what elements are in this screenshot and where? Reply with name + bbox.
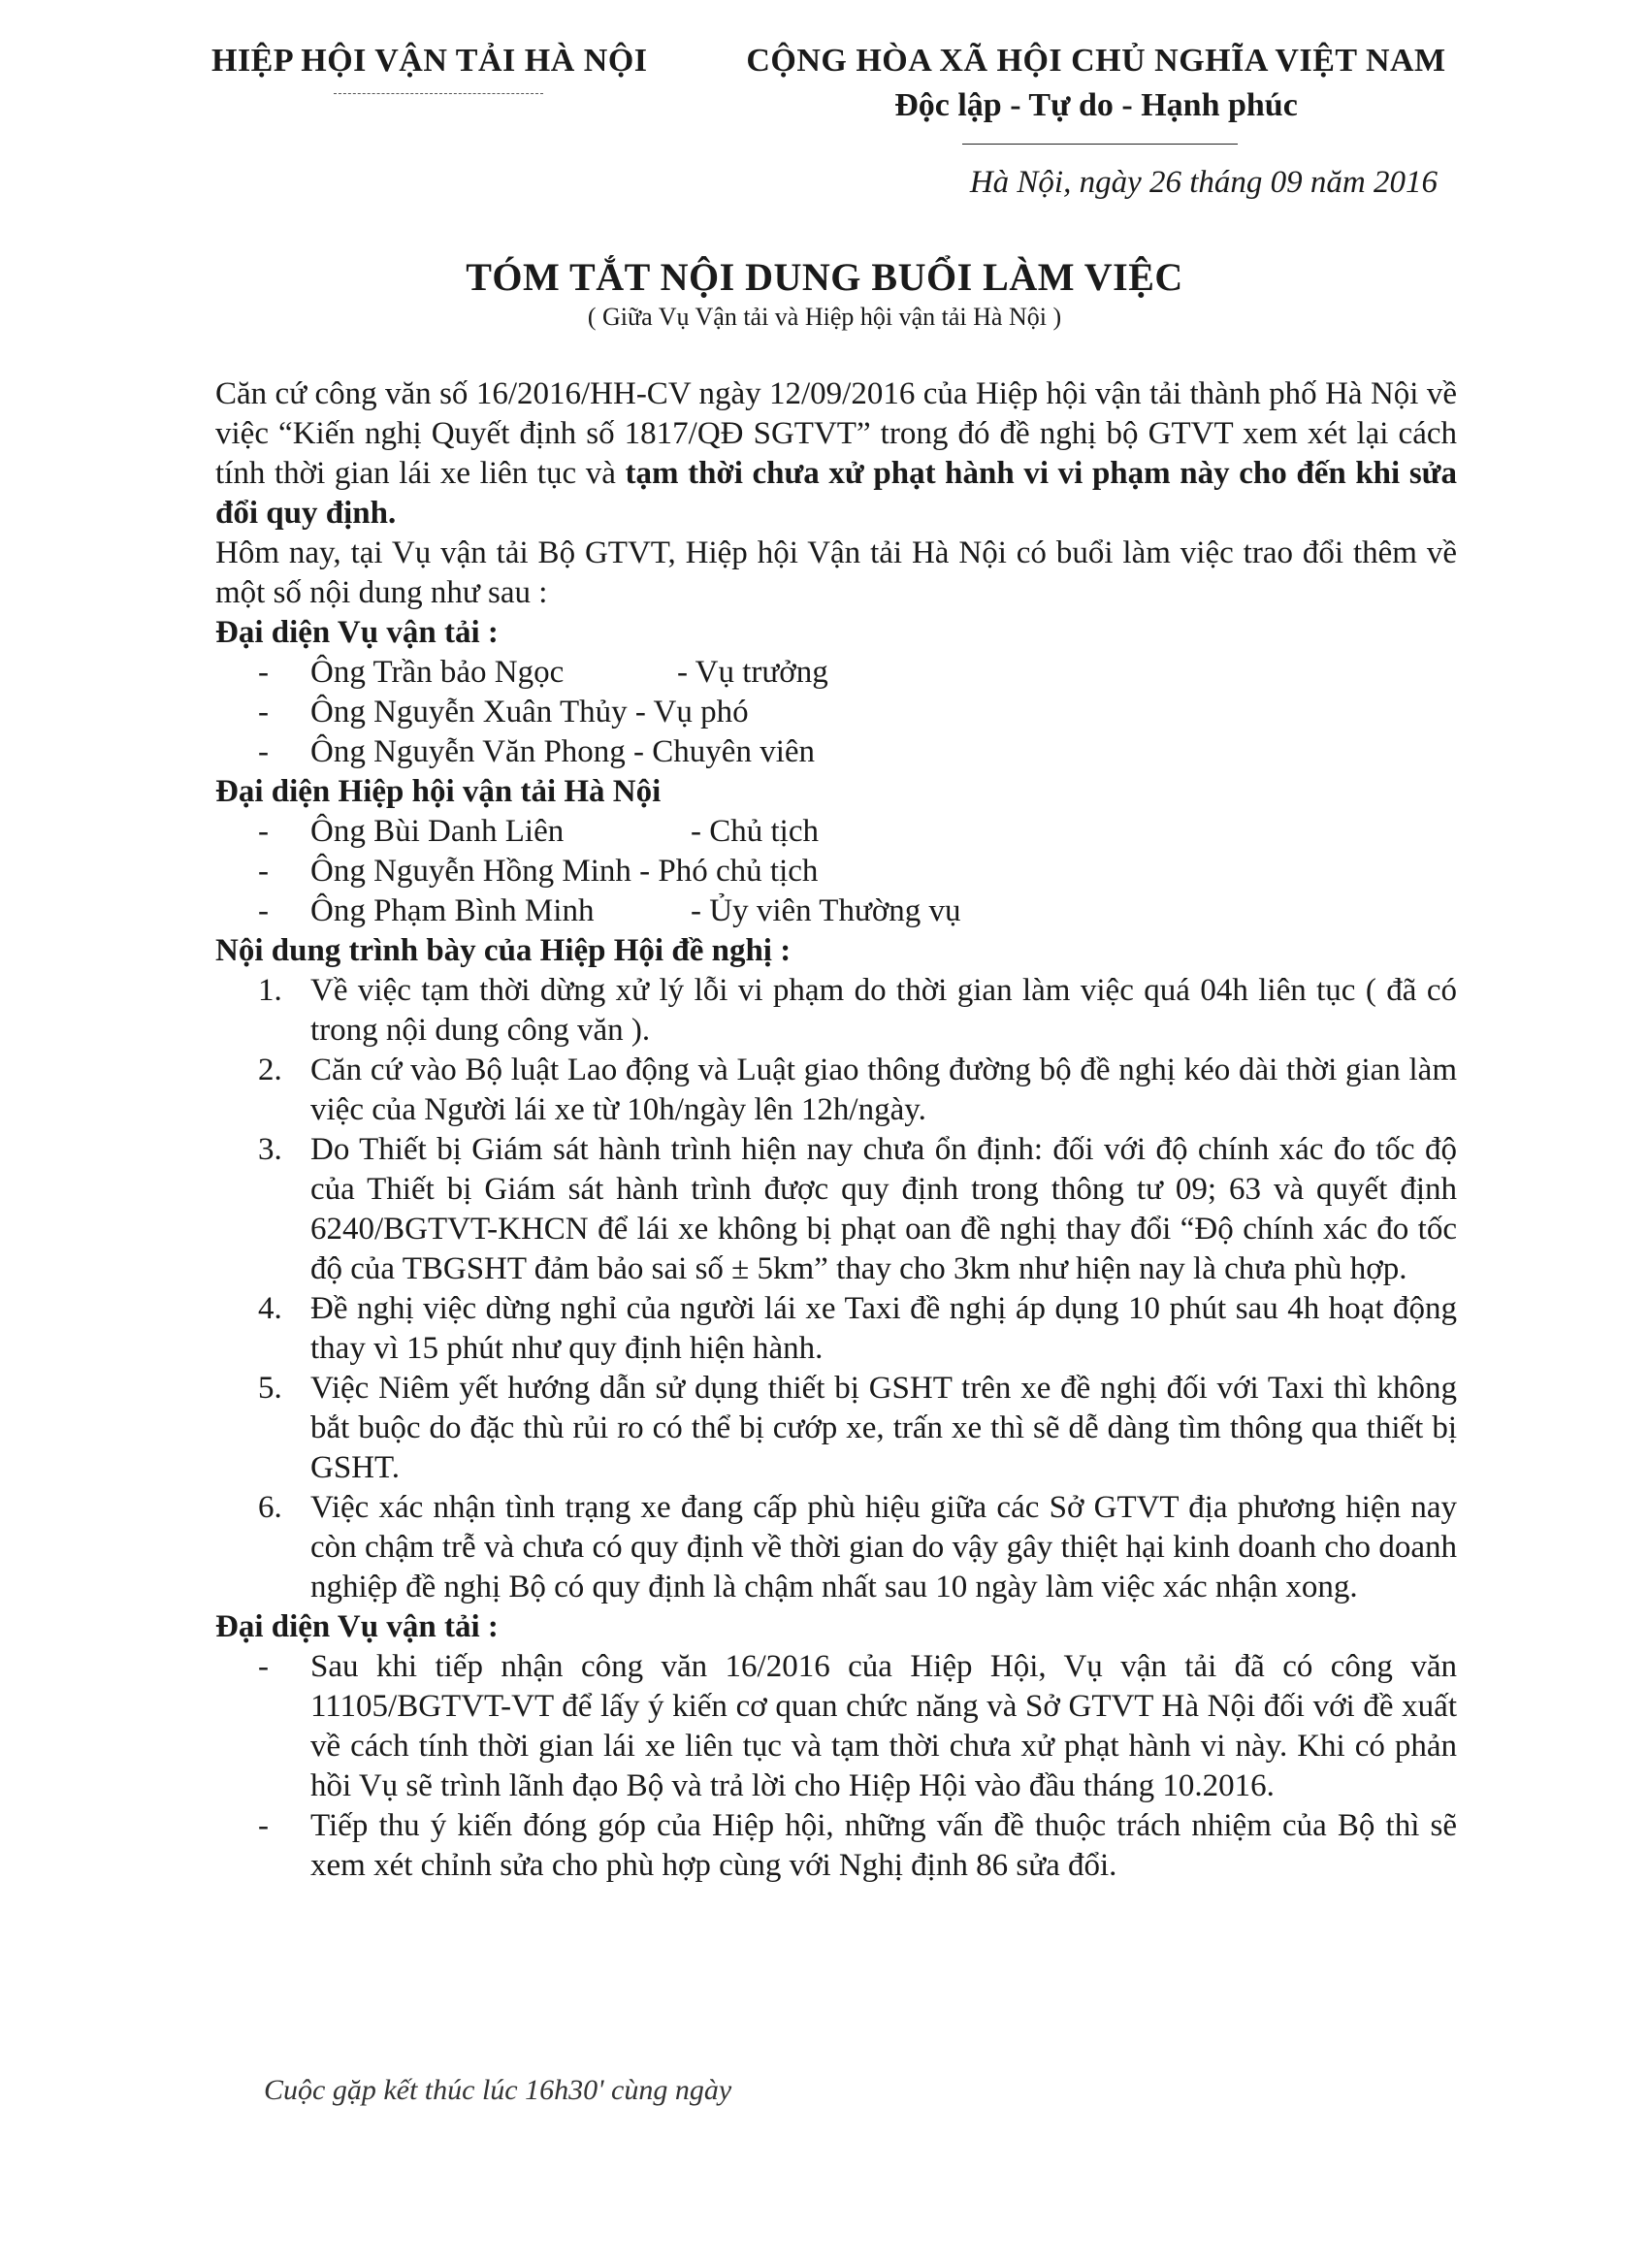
list-item [215, 891, 1457, 931]
list-item [215, 693, 1457, 732]
item-text: Đề nghị việc dừng nghỉ của người lái xe Taxi đề nghị áp dụng 10 phút sau 4h hoạt động thay vì 15 phút như quy định hiện hành. [310, 1291, 1457, 1366]
intro-meeting-paragraph: Hôm nay, tại Vụ vận tải Bộ GTVT, Hiệp hội Vận tải Hà Nội có buổi làm việc trao đổi thêm về một số nội dung như sau : [215, 535, 1457, 610]
association-reps-list [215, 812, 1457, 931]
organization-underline [334, 93, 543, 94]
item-number: 5. [258, 1371, 282, 1406]
proposals-heading: Nội dung trình bày của Hiệp Hội đề nghị : [215, 933, 792, 968]
person-role: - Vụ phó [634, 695, 749, 729]
person-name: Ông Nguyễn Xuân Thủy [310, 695, 628, 729]
person-name: Ông Phạm Bình Minh [310, 893, 595, 928]
list-item [215, 812, 1457, 852]
person-name: Ông Bùi Danh Liên [310, 814, 565, 849]
dash-bullet: - [258, 814, 269, 849]
ministry-reps-list [215, 653, 1457, 772]
list-item [215, 852, 1457, 891]
item-text: Tiếp thu ý kiến đóng góp của Hiệp hội, những vấn đề thuộc trách nhiệm của Bộ thì sẽ xem xét chỉnh sửa cho phù hợp cùng với Nghị định 86 sửa đổi. [310, 1808, 1457, 1883]
item-text: Do Thiết bị Giám sát hành trình hiện nay chưa ổn định: đối với độ chính xác đo tốc độ của Thiết bị Giám sát hành trình được quy định trong thông tư 09; 63 và quyết định 6240/BGTVT-KHCN để lái xe không bị phạt oan đề nghị thay đổi “Độ chính xác đo tốc độ của TBGSHT đảm bảo sai số ± 5km” thay cho 3km như hiện nay là chưa phù hợp. [310, 1132, 1457, 1286]
list-item [215, 1130, 1457, 1289]
item-text: Việc xác nhận tình trạng xe đang cấp phù hiệu giữa các Sở GTVT địa phương hiện nay còn chậm trễ và chưa có quy định về thời gian do vậy gây thiệt hại kinh doanh cho doanh nghiệp đề nghị Bộ có quy định là chậm nhất sau 10 ngày làm việc xác nhận xong. [310, 1490, 1457, 1604]
item-text: Sau khi tiếp nhận công văn 16/2016 của Hiệp Hội, Vụ vận tải đã có công văn 11105/BGTVT-VT để lấy ý kiến cơ quan chức năng và Sở GTVT Hà Nội đối với đề xuất về cách tính thời gian lái xe liên tục và tạm thời chưa xử phạt hành vi này. Khi có phản hồi Vụ sẽ trình lãnh đạo Bộ và trả lời cho Hiệp Hội vào đầu tháng 10.2016. [310, 1649, 1457, 1803]
closing-note: Cuộc gặp kết thúc lúc 16h30' cùng ngày [264, 2074, 732, 2106]
list-item [215, 1369, 1457, 1488]
item-number: 1. [258, 973, 282, 1008]
item-number: 4. [258, 1291, 282, 1326]
list-item [215, 1051, 1457, 1130]
list-item [215, 1488, 1457, 1607]
list-item [215, 1289, 1457, 1369]
list-item [215, 1806, 1457, 1886]
response-heading: Đại diện Vụ vận tải : [215, 1609, 499, 1644]
item-number: 6. [258, 1490, 282, 1525]
organization-name: HIỆP HỘI VẬN TẢI HÀ NỘI [211, 43, 648, 79]
dash-bullet: - [258, 1649, 269, 1684]
intro-paragraph [215, 374, 1457, 534]
item-text: Căn cứ vào Bộ luật Lao động và Luật giao thông đường bộ đề nghị kéo dài thời gian làm việc của Người lái xe từ 10h/ngày lên 12h/ngày. [310, 1053, 1457, 1127]
item-text: Về việc tạm thời dừng xử lý lỗi vi phạm do thời gian làm việc quá 04h liên tục ( đã có trong nội dung công văn ). [310, 973, 1457, 1048]
person-name: Ông Nguyễn Hồng Minh [310, 854, 631, 889]
dash-bullet: - [258, 854, 269, 889]
document-body [215, 374, 1457, 1886]
item-text: Việc Niêm yết hướng dẫn sử dụng thiết bị GSHT trên xe đề nghị đối với Taxi thì không bắt buộc do đặc thù rủi ro có thể bị cướp xe, trấn xe thì sẽ dễ dàng tìm thông qua thiết bị GSHT. [310, 1371, 1457, 1485]
dash-bullet: - [258, 655, 269, 690]
list-item [215, 971, 1457, 1051]
list-item [215, 653, 1457, 693]
proposals-list [215, 971, 1457, 1607]
person-name: Ông Trần bảo Ngọc [310, 655, 565, 690]
item-number: 3. [258, 1132, 282, 1167]
national-motto: Độc lập - Tự do - Hạnh phúc [894, 87, 1298, 123]
list-item [215, 732, 1457, 772]
dash-bullet: - [258, 695, 269, 729]
document-title: TÓM TẮT NỘI DUNG BUỔI LÀM VIỆC [466, 255, 1183, 299]
dash-bullet: - [258, 1808, 269, 1843]
person-name: Ông Nguyễn Văn Phong [310, 734, 626, 769]
ministry-reps-heading: Đại diện Vụ vận tải : [215, 615, 499, 650]
intro-bold-text: tạm thời chưa xử phạt hành vi vi phạm này cho đến khi sửa đổi quy định. [215, 456, 1457, 531]
intro-text: Căn cứ công văn số 16/2016/HH-CV ngày 12/09/2016 của Hiệp hội vận tải thành phố Hà Nội về việc “Kiến nghị Quyết định số 1817/QĐ SGTVT” trong đó đề nghị bộ GTVT xem xét lại cách tính thời gian lái xe liên tục và [215, 376, 1457, 491]
person-role: - Ủy viên Thường vụ [691, 893, 961, 928]
response-list [215, 1647, 1457, 1886]
person-role: - Phó chủ tịch [639, 854, 819, 889]
association-reps-heading: Đại diện Hiệp hội vận tải Hà Nội [215, 774, 662, 809]
list-item [215, 1647, 1457, 1806]
person-role: - Chuyên viên [633, 734, 816, 769]
person-role: - Vụ trưởng [677, 655, 828, 690]
item-number: 2. [258, 1053, 282, 1087]
nation-heading: CỘNG HÒA XÃ HỘI CHỦ NGHĨA VIỆT NAM [746, 43, 1446, 79]
motto-underline [962, 144, 1238, 145]
person-role: - Chủ tịch [691, 814, 819, 849]
dash-bullet: - [258, 893, 269, 928]
document-date: Hà Nội, ngày 26 tháng 09 năm 2016 [969, 165, 1438, 200]
document-subtitle: ( Giữa Vụ Vận tải và Hiệp hội vận tải Hà Nội ) [587, 303, 1062, 331]
dash-bullet: - [258, 734, 269, 769]
